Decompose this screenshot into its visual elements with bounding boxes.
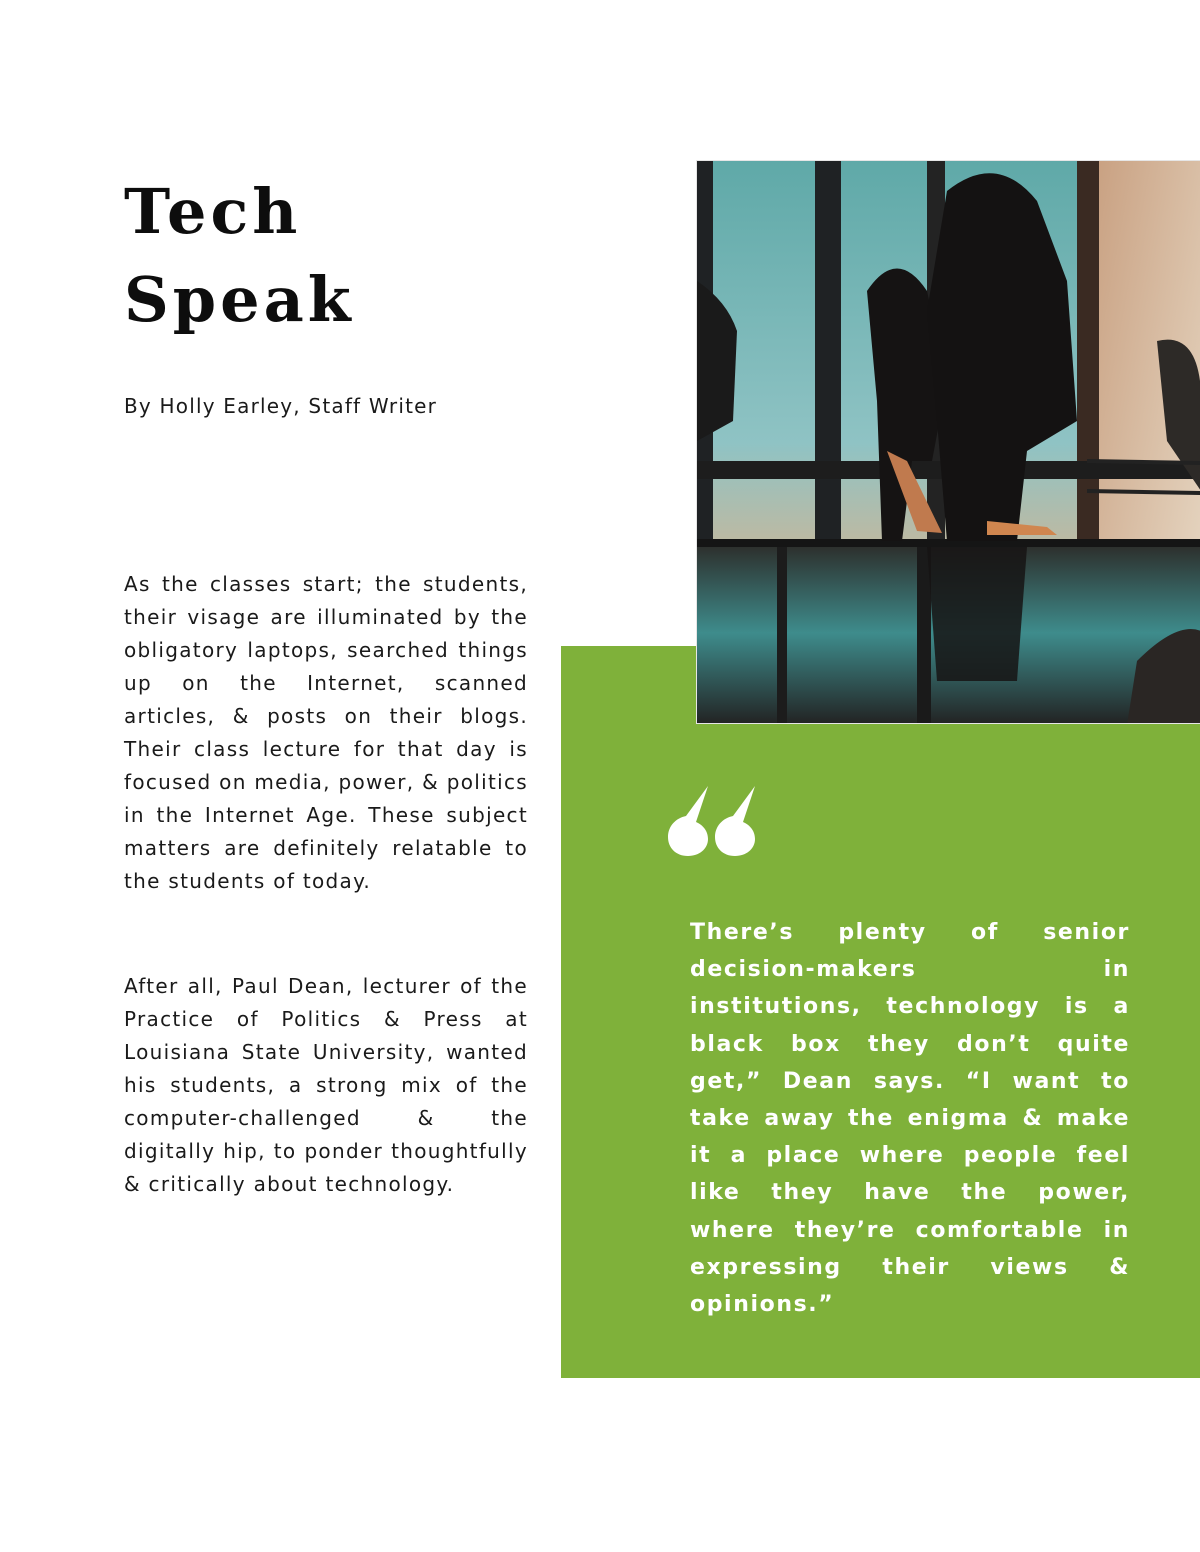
body-paragraph-1: As the classes start; the students, their visage are illuminated by the obligatory laptops, searched things up on the Internet, scanned articles, & posts on their blogs. Their class lecture for that day is focused on media, power, & politics in the Internet Age. These subject matters are definitely relatable to the students of today. xyxy=(124,572,528,893)
pull-quote-text: There’s plenty of senior decision-makers in institutions, technology is a black box they don’t quite get,” Dean says. “I want to take away the enigma & make it a place where people feel like they have the power, where they’re comfortable in expressing their views & opinions.” xyxy=(690,920,1130,1318)
title-line-2: Speak xyxy=(124,263,355,336)
article-title xyxy=(124,168,355,344)
title-line-1: Tech xyxy=(124,175,302,248)
article-photo xyxy=(696,160,1200,724)
byline: By Holly Earley, Staff Writer xyxy=(124,394,438,418)
body-paragraph-2: After all, Paul Dean, lecturer of the Practice of Politics & Press at Louisiana State University, wanted his students, a strong mix of the computer-challenged & the digitally hip, to ponder thoughtfully & critically about technology. xyxy=(124,974,528,1196)
open-quote-icon xyxy=(668,786,760,856)
students-silhouette-image xyxy=(697,161,1200,724)
